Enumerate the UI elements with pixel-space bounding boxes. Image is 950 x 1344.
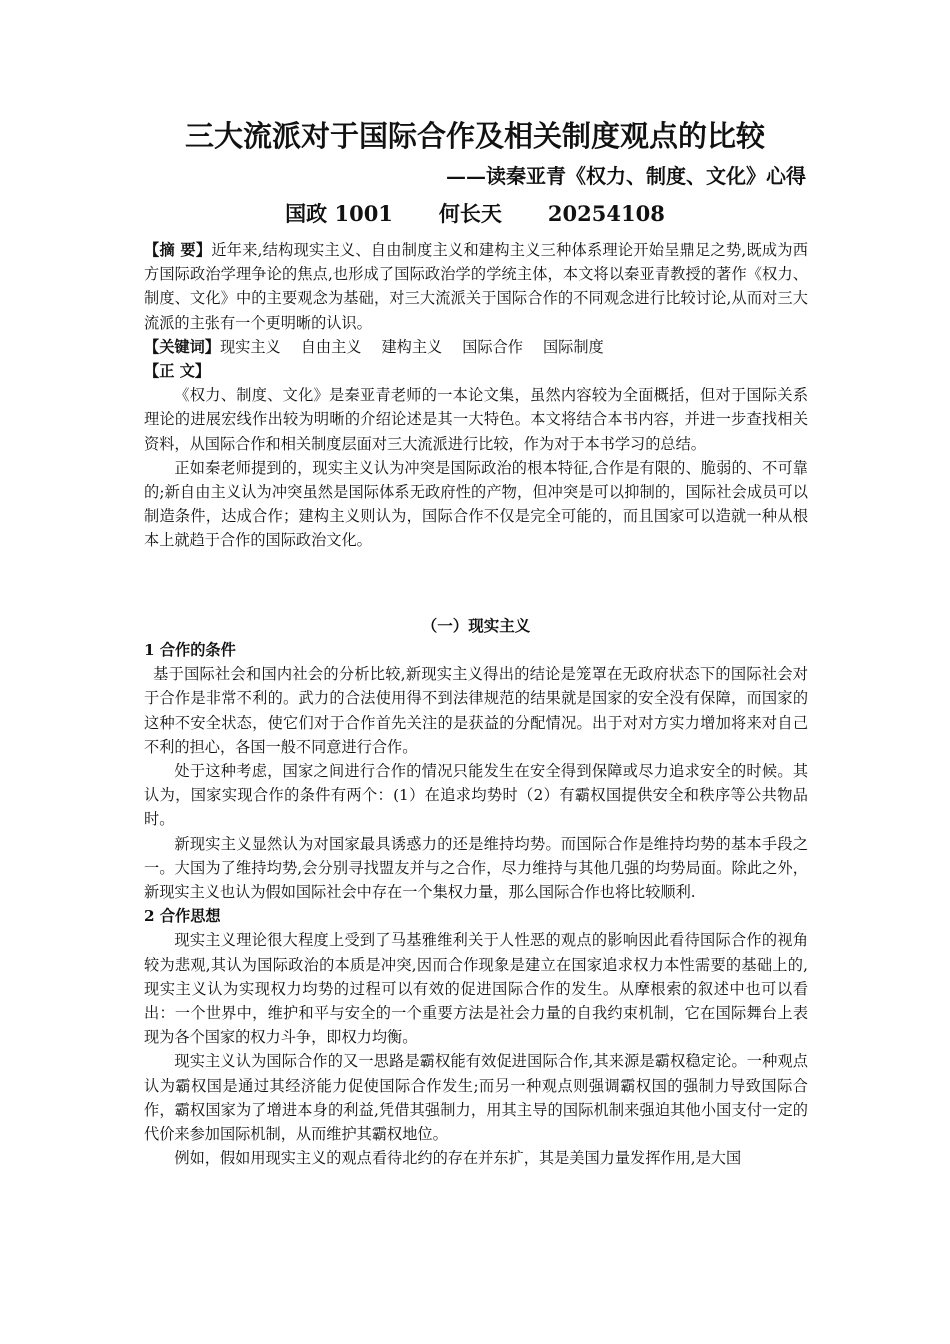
body-label: 【正 文】 (144, 362, 211, 381)
body-paragraph: 例如，假如用现实主义的观点看待北约的存在并东扩，其是美国力量发挥作用,是大国 (174, 1149, 742, 1168)
author-name: 何长天 (438, 201, 502, 226)
keyword: 自由主义 (300, 337, 362, 356)
author-class: 国政 1001 (285, 201, 393, 226)
document-title: 三大流派对于国际合作及相关制度观点的比较 (184, 119, 765, 153)
subheading-conditions: 1 合作的条件 (144, 641, 236, 659)
abstract-paragraph (144, 238, 808, 335)
subheading-thought: 2 合作思想 (144, 907, 221, 926)
body-paragraph: 现实主义理论很大程度上受到了马基雅维利关于人性恶的观点的影响因此看待国际合作的视角较为悲观,其认为国际政治的本质是冲突,因而合作现象是建立在国家追求权力本性需要的基础上的,现实主义认为实现权力均势的过程可以有效的促进国际合作的发生。从摩根索的叙述中也可以看出：一个世界中，维护和平与安全的一个重要方法是社会力量的自我约束机制，它在国际舞台上表现为各个国家的权力斗争，即权力均衡。 (144, 931, 808, 1047)
body-paragraph: 处于这种考虑，国家之间进行合作的情况只能发生在安全得到保障或尽力追求安全的时候。其认为，国家实现合作的条件有两个：(1）在追求均势时（2）有霸权国提供安全和秩序等公共物品时。 (144, 762, 808, 829)
keyword: 国际制度 (542, 337, 604, 356)
keyword: 建构主义 (381, 337, 443, 356)
intro-paragraph: 正如秦老师提到的，现实主义认为冲突是国际政治的根本特征,合作是有限的、脆弱的、不可靠的;新自由主义认为冲突虽然是国际体系无政府性的产物，但冲突是可以抑制的，国际社会成员可以制造条件，达成合作；建构主义则认为，国际合作不仅是完全可能的，而且国家可以造就一种从根本上就趋于合作的国际政治文化。 (144, 458, 808, 550)
section-realism-body (144, 638, 808, 1170)
keyword: 国际合作 (462, 337, 523, 356)
keywords-line (144, 335, 808, 359)
body-paragraph: 新现实主义显然认为对国家最具诱惑力的还是维持均势。而国际合作是维持均势的基本手段之一。大国为了维持均势,会分别寻找盟友并与之合作，尽力维持与其他几强的均势局面。除此之外，新现实主义也认为假如国际社会中存在一个集权力量，那么国际合作也将比较顺利. (144, 834, 808, 902)
author-line (0, 198, 950, 230)
document-subtitle: ——读秦亚青《权力、制度、文化》心得 (446, 164, 806, 188)
body-paragraph: 现实主义认为国际合作的又一思路是霸权能有效促进国际合作,其来源是霸权稳定论。一种观点认为霸权国是通过其经济能力促使国际合作发生;而另一种观点则强调霸权国的强制力导致国际合作，霸权国家为了增进本身的利益,凭借其强制力，用其主导的国际机制来强迫其他小国支付一定的代价来参加国际机制，从而维护其霸权地位。 (144, 1052, 808, 1144)
keywords-label: 【关键词】 (144, 337, 220, 356)
abstract-text: 近年来,结构现实主义、自由制度主义和建构主义三种体系理论开始呈鼎足之势,既成为西方国际政治学理争论的焦点,也形成了国际政治学的学统主体，本文将以秦亚青教授的著作《权力、制度、文化》中的主要观念为基础，对三大流派关于国际合作的不同观念进行比较讨论,从而对三大流派的主张有一个更明晰的认识。 (144, 241, 808, 332)
abstract-label: 【摘 要】 (144, 241, 212, 259)
intro-paragraph: 《权力、制度、文化》是秦亚青老师的一本论文集，虽然内容较为全面概括，但对于国际关系理论的进展宏线作出较为明晰的介绍论述是其一大特色。本文将结合本书内容，并进一步查找相关资料，从国际合作和相关制度层面对三大流派进行比较，作为对于本书学习的总结。 (144, 386, 808, 453)
section-heading-realism: （一）现实主义 (421, 616, 531, 635)
body-paragraph: 基于国际社会和国内社会的分析比较,新现实主义得出的结论是笼罩在无政府状态下的国际社会对于合作是非常不利的。武力的合法使用得不到法律规范的结果就是国家的安全没有保障，而国家的这种不安全状态，使它们对于合作首先关注的是获益的分配情况。出于对对方实力增加将来对自己不利的担心，各国一般不同意进行合作。 (144, 665, 808, 756)
author-id: 20254108 (547, 201, 665, 226)
abstract-block (144, 238, 808, 553)
keyword: 现实主义 (219, 337, 281, 356)
